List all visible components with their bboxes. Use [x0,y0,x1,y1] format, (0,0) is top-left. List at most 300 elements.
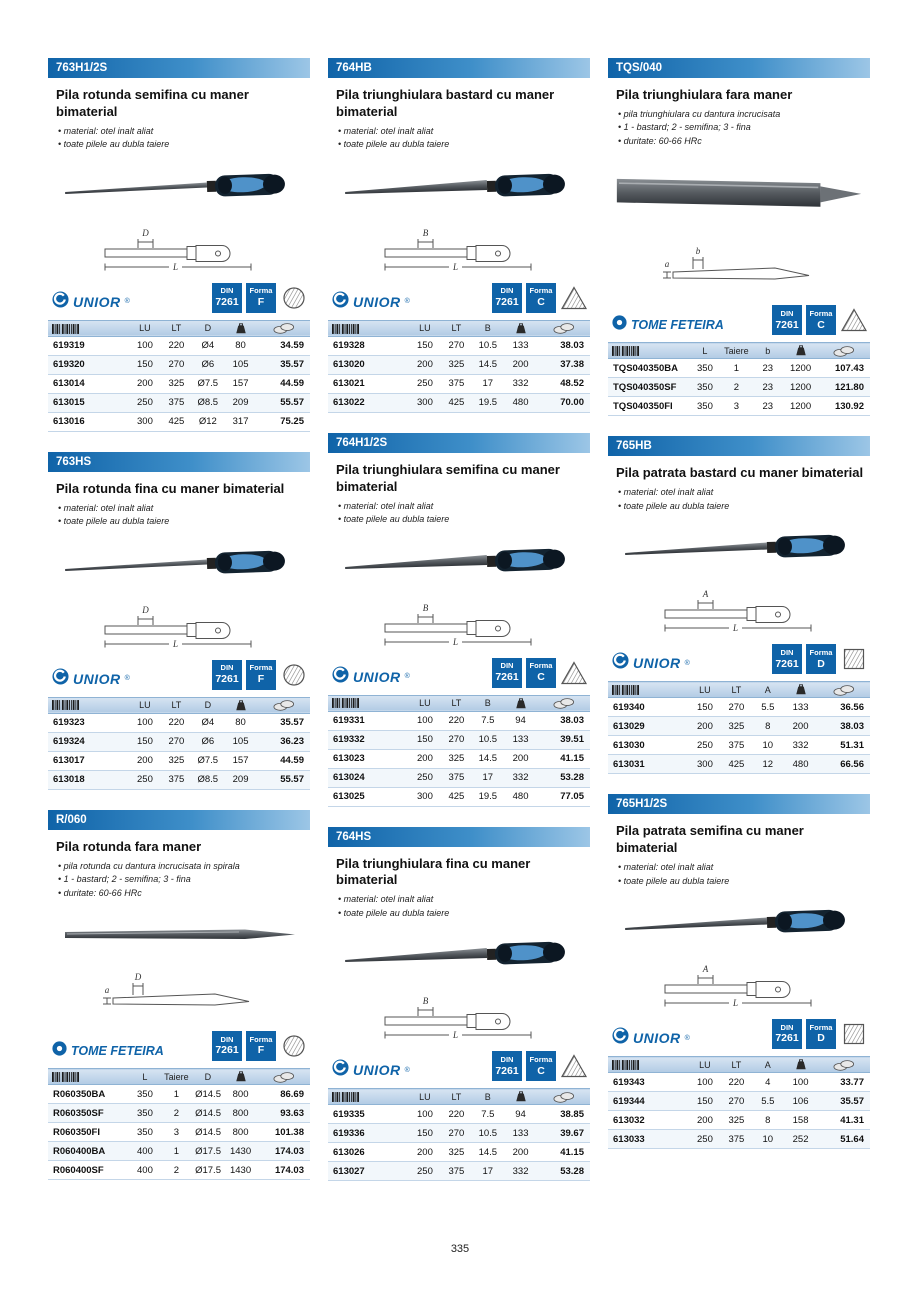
value-price: 41.31 [818,1111,870,1130]
value-col1: 350 [689,397,720,416]
value-col3: 14.5 [472,1143,503,1162]
value-col3: Ø4 [192,336,223,355]
din-label: DIN [220,286,234,296]
table-row [608,359,870,378]
badges [772,644,868,674]
cross-section-icon [560,659,588,687]
table-row [608,755,870,774]
weight-icon [235,1071,247,1082]
table-row [608,1130,870,1149]
feature-bullet: • duritate: 60-66 HRc [58,887,306,901]
dimension-drawing [99,969,259,1027]
product-sku: 613014 [48,374,129,393]
file-handle [487,548,566,572]
value-col2: 375 [441,768,472,787]
table-row [608,736,870,755]
value-price: 77.05 [538,787,590,806]
file-product-image [328,923,590,987]
spec-table [48,1068,310,1180]
product-sku: 619328 [328,336,409,355]
din-number: 7261 [215,296,239,309]
value-col2: 3 [161,1123,192,1142]
product-sku: 619319 [48,336,129,355]
value-col2: 270 [441,1124,472,1143]
price-header [258,1069,310,1085]
column-header: D [192,1069,223,1085]
feature-bullet: • toate pilele au dubla taiere [338,513,586,527]
column-header: LU [689,1057,720,1073]
product-sku: 613026 [328,1143,409,1162]
triangle-profile-icon [560,659,588,687]
badges [492,283,588,313]
value-col3: 23 [752,359,783,378]
barcode-header [328,320,409,336]
value-weight: 1200 [784,397,818,416]
barcode-icon [612,685,639,695]
product-code: 764H1/2S [336,436,388,449]
table-row [48,1104,310,1123]
value-weight: 200 [504,1143,538,1162]
dimension-label-bottom: L [172,638,179,649]
value-price: 38.85 [538,1105,590,1124]
unior-logo-icon [612,652,629,674]
file-product-image [608,516,870,580]
value-price: 121.80 [818,378,870,397]
value-col2: 425 [161,412,192,431]
product-sku: 613021 [328,374,409,393]
value-weight: 200 [784,717,818,736]
value-col1: 200 [129,751,160,770]
price-icon [833,1059,855,1071]
feature-bullet: • material: otel inalt aliat [338,125,586,139]
section-header [608,436,870,456]
price-icon [553,1091,575,1103]
value-col2: 270 [161,732,192,751]
table-row [48,1142,310,1161]
column-header: LU [409,1089,440,1105]
registered-mark: ® [684,659,690,667]
feature-list [58,502,306,529]
forma-letter: D [817,657,825,670]
column-header: B [472,1089,503,1105]
badges [492,1051,588,1081]
value-col1: 300 [689,755,720,774]
value-col2: 375 [161,393,192,412]
weight-icon [235,323,247,334]
product-sku: 619320 [48,355,129,374]
badges [492,658,588,688]
tome-feteira-logo-icon [52,1041,67,1061]
barcode-header [608,1057,689,1073]
spec-table-body [608,1073,870,1149]
dimension-label-top: b [695,246,701,257]
technical-drawing [328,989,590,1047]
product-title: Pila rotunda semifina cu maner bimaterial [56,87,249,119]
value-col1: 200 [689,1111,720,1130]
value-price: 55.57 [258,770,310,789]
column-header: D [192,320,223,336]
weight-icon [515,1091,527,1102]
product-sku: 619335 [328,1105,409,1124]
product-sku: 613022 [328,393,409,412]
spec-table-body [608,698,870,774]
value-weight: 105 [224,355,258,374]
feature-bullet: • material: otel inalt aliat [618,486,866,500]
value-col1: 300 [129,412,160,431]
feature-list [58,125,306,152]
spec-table-head [328,695,590,711]
table-row [608,698,870,717]
barcode-icon [52,1072,79,1082]
value-price: 35.57 [258,355,310,374]
value-col1: 100 [689,1073,720,1092]
value-price: 174.03 [258,1161,310,1180]
value-col2: 270 [161,355,192,374]
product-photo [608,151,870,241]
table-row [48,751,310,770]
column-header: D [192,697,223,713]
barcode-header [48,697,129,713]
value-col1: 250 [409,1162,440,1181]
product-title: Pila triunghiulara fina cu maner bimaterial [336,855,531,888]
product-title: Pila triunghiulara bastard cu maner bimaterial [336,87,555,119]
product-title: Pila triunghiulara fara maner [616,87,793,102]
forma-badge [246,1031,276,1061]
product-sku: 619343 [608,1073,689,1092]
dimension-label-top: D [142,227,149,238]
feature-bullet: • toate pilele au dubla taiere [338,907,586,921]
forma-label: Forma [809,647,833,657]
value-col1: 350 [129,1085,160,1104]
dimension-label-side: a [104,985,110,996]
value-col1: 150 [129,355,160,374]
value-col1: 250 [129,393,160,412]
column-middle [328,58,590,1181]
table-row [328,355,590,374]
table-row [48,412,310,431]
badges [212,660,308,690]
din-badge [212,283,242,313]
din-number: 7261 [775,1032,799,1045]
brand-row [328,281,590,318]
product-photo [608,891,870,955]
value-col3: 23 [752,397,783,416]
brand-row [48,1029,310,1066]
value-col2: 270 [721,1092,752,1111]
feature-bullet: • material: otel inalt aliat [338,500,586,514]
value-price: 93.63 [258,1104,310,1123]
file-product-image [608,891,870,955]
price-icon [273,1071,295,1083]
product-sku: R060400BA [48,1142,129,1161]
weight-header [504,1089,538,1105]
value-col3: 8 [752,717,783,736]
value-weight: 105 [224,732,258,751]
price-header [818,343,870,359]
brand-logo [612,1027,690,1049]
product-sku: 613018 [48,770,129,789]
table-row [48,393,310,412]
value-col3: 19.5 [472,787,503,806]
feature-list [618,861,866,888]
product-sku: 613024 [328,768,409,787]
circle-profile-icon [280,284,308,312]
product-sku: TQS040350SF [608,378,689,397]
value-col3: 17 [472,374,503,393]
product-title: Pila triunghiulara semifina cu maner bimaterial [336,461,560,494]
forma-badge [806,1019,836,1049]
section-header [48,810,310,830]
value-price: 38.03 [538,336,590,355]
brand-name: UNIOR [633,1030,681,1047]
forma-letter: C [537,1064,545,1077]
product-sku: 619332 [328,730,409,749]
table-row [328,749,590,768]
value-weight: 800 [224,1085,258,1104]
dimension-label-bottom: L [452,261,459,272]
forma-letter: F [257,1044,265,1057]
weight-header [504,695,538,711]
feature-bullet: • material: otel inalt aliat [58,125,306,139]
value-col2: 425 [721,755,752,774]
brand-name: UNIOR [353,668,401,685]
feature-bullet: • toate pilele au dubla taiere [58,515,306,529]
value-col3: 7.5 [472,1105,503,1124]
barcode-icon [612,346,639,356]
dimension-label-top: D [134,972,142,983]
spec-table-body [328,336,590,412]
dimension-label-side: a [664,259,670,270]
badges [772,305,868,335]
product-code: 763HS [56,455,92,468]
value-weight: 1430 [224,1142,258,1161]
spec-table-head [48,1069,310,1085]
weight-header [224,1069,258,1085]
unior-logo-icon [332,666,349,688]
column-header: LU [129,697,160,713]
spec-table [48,320,310,432]
feature-bullet: • toate pilele au dubla taiere [338,138,586,152]
triangle-profile-icon [560,284,588,312]
value-price: 101.38 [258,1123,310,1142]
brand-name: TOME FETEIRA [71,1044,164,1059]
registered-mark: ® [404,1066,410,1074]
spec-table-head [328,1089,590,1105]
forma-letter: C [817,318,825,331]
value-price: 38.03 [818,717,870,736]
spec-table [608,342,870,416]
value-col2: 325 [161,751,192,770]
value-weight: 1200 [784,359,818,378]
weight-header [784,1057,818,1073]
value-col2: 325 [721,1111,752,1130]
spec-table-body [328,1105,590,1181]
feature-bullet: • material: otel inalt aliat [618,861,866,875]
value-col2: 1 [161,1142,192,1161]
value-col3: 10.5 [472,730,503,749]
column-header: LT [441,320,472,336]
value-col3: 14.5 [472,355,503,374]
din-badge [492,658,522,688]
value-price: 37.38 [538,355,590,374]
value-col3: Ø6 [192,732,223,751]
value-price: 44.59 [258,751,310,770]
value-col3: 10.5 [472,336,503,355]
feature-bullet: • toate pilele au dubla taiere [618,500,866,514]
spec-table [328,1088,590,1181]
product-photo [328,155,590,219]
value-weight: 209 [224,393,258,412]
spec-table-head [608,682,870,698]
barcode-icon [332,698,359,708]
barcode-header [328,1089,409,1105]
brand-logo [332,291,410,313]
technical-drawing [608,957,870,1015]
value-weight: 157 [224,751,258,770]
cross-section-icon [560,284,588,312]
section-header [48,58,310,78]
product-code: 764HB [336,62,372,74]
square-profile-icon [840,645,868,673]
technical-drawing [48,598,310,656]
value-col1: 350 [129,1104,160,1123]
file-product-image [48,532,310,596]
din-badge [772,1019,802,1049]
brand-row [48,281,310,318]
value-col2: 270 [441,730,472,749]
product-section [608,58,870,416]
value-price: 39.51 [538,730,590,749]
din-number: 7261 [495,1064,519,1077]
value-col1: 250 [689,1130,720,1149]
table-row [48,770,310,789]
weight-header [224,697,258,713]
column-right [608,58,870,1181]
product-photo [328,530,590,594]
badges [212,1031,308,1061]
brand-row [48,658,310,695]
value-col2: 325 [441,355,472,374]
feature-bullet: • duritate: 60-66 HRc [618,135,866,149]
value-price: 33.77 [818,1073,870,1092]
value-col2: 270 [441,336,472,355]
value-weight: 332 [504,768,538,787]
product-sku: 613027 [328,1162,409,1181]
column-header: LU [409,695,440,711]
brand-logo [332,666,410,688]
column-header: LU [689,682,720,698]
forma-letter: C [537,296,545,309]
forma-letter: C [537,670,545,683]
value-price: 53.28 [538,768,590,787]
forma-badge [246,660,276,690]
value-weight: 1430 [224,1161,258,1180]
value-price: 51.31 [818,736,870,755]
value-col1: 250 [129,770,160,789]
value-col1: 150 [409,1124,440,1143]
cross-section-icon [280,661,308,689]
feature-list [338,893,586,920]
feature-list [618,108,866,149]
cross-section-icon [280,284,308,312]
product-title: Pila patrata semifina cu maner bimaterial [616,823,804,856]
value-weight: 317 [224,412,258,431]
triangle-profile-icon [560,1052,588,1080]
din-number: 7261 [215,672,239,685]
badges [772,1019,868,1049]
weight-header [504,320,538,336]
technical-drawing [48,969,310,1027]
column-header: L [129,1069,160,1085]
table-row [328,1162,590,1181]
value-col2: 3 [721,397,752,416]
unior-logo-icon [52,668,69,690]
product-sku: 619336 [328,1124,409,1143]
table-row [328,393,590,412]
file-handle [207,550,286,574]
value-col2: 220 [441,711,472,730]
dimension-drawing [99,598,259,656]
technical-drawing [328,596,590,654]
technical-drawing [48,221,310,279]
dimension-label-bottom: L [452,636,459,647]
price-header [818,682,870,698]
value-col1: 150 [409,730,440,749]
brand-name: UNIOR [353,1062,401,1079]
forma-label: Forma [249,286,273,296]
dimension-label-bottom: L [172,261,179,272]
dimension-drawing [379,221,539,279]
column-header: LU [409,320,440,336]
product-photo [328,923,590,987]
din-badge [212,1031,242,1061]
product-sku: 619323 [48,713,129,732]
table-row [328,730,590,749]
value-price: 130.92 [818,397,870,416]
feature-list [338,125,586,152]
table-row [328,1105,590,1124]
value-price: 66.56 [818,755,870,774]
weight-icon [515,698,527,709]
column-header: B [472,695,503,711]
weight-icon [515,323,527,334]
file-product-image [48,903,310,967]
din-number: 7261 [495,296,519,309]
value-price: 53.28 [538,1162,590,1181]
forma-label: Forma [529,1055,553,1064]
badges [212,283,308,313]
product-sku: 613017 [48,751,129,770]
value-price: 86.69 [258,1085,310,1104]
table-row [48,374,310,393]
file-product-image [608,151,870,241]
product-sku: 613030 [608,736,689,755]
value-col1: 150 [689,1092,720,1111]
product-title: Pila patrata bastard cu maner bimaterial [616,465,864,481]
table-row [608,717,870,736]
value-col1: 100 [129,713,160,732]
spec-table [608,681,870,774]
brand-logo [52,1041,164,1061]
product-sku: 613033 [608,1130,689,1149]
forma-badge [246,283,276,313]
product-sku: TQS040350FI [608,397,689,416]
price-icon [553,697,575,709]
table-row [48,1161,310,1180]
value-col1: 200 [689,717,720,736]
value-col3: 10 [752,1130,783,1149]
din-badge [492,1051,522,1081]
